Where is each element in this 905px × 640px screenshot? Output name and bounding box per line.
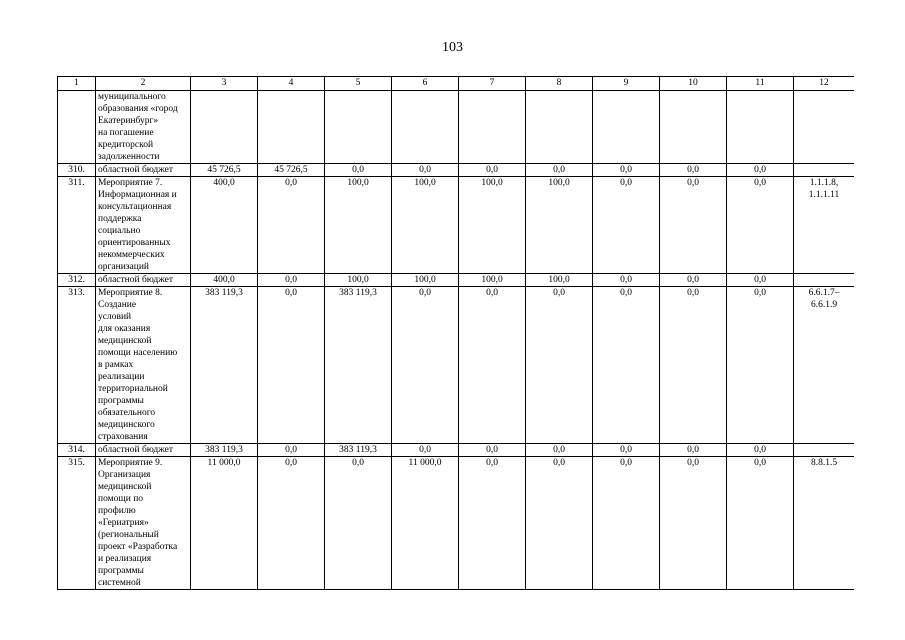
row-value-col-7: 0,0 bbox=[459, 164, 526, 177]
row-value-col-7: 0,0 bbox=[459, 457, 526, 590]
header-col-10: 10 bbox=[660, 77, 727, 91]
table-body bbox=[58, 91, 855, 590]
row-value-col-6: 100,0 bbox=[392, 177, 459, 274]
row-value-col-11: 0,0 bbox=[727, 274, 794, 287]
table-row bbox=[58, 457, 855, 590]
row-value-col-10 bbox=[660, 91, 727, 164]
budget-table bbox=[57, 76, 854, 590]
row-value-col-9: 0,0 bbox=[593, 457, 660, 590]
row-value-col-9: 0,0 bbox=[593, 444, 660, 457]
table-row bbox=[58, 287, 855, 444]
row-value-col-7: 0,0 bbox=[459, 287, 526, 444]
row-value-col-5: 0,0 bbox=[325, 457, 392, 590]
row-name: Мероприятие 8. Создание условий для оказания медицинской помощи населению в рамках реализации территориальной программы обязательного медицинского страхования bbox=[96, 287, 191, 444]
row-value-col-9: 0,0 bbox=[593, 177, 660, 274]
header-col-8: 8 bbox=[526, 77, 593, 91]
row-value-col-7: 100,0 bbox=[459, 177, 526, 274]
row-value-col-5: 383 119,3 bbox=[325, 287, 392, 444]
row-value-col-9: 0,0 bbox=[593, 274, 660, 287]
row-value-col-8 bbox=[526, 91, 593, 164]
row-name: областной бюджет bbox=[96, 444, 191, 457]
row-value-col-8: 0,0 bbox=[526, 164, 593, 177]
row-value-col-8: 100,0 bbox=[526, 177, 593, 274]
row-value-col-11: 0,0 bbox=[727, 457, 794, 590]
row-target-indicators: 6.6.1.7– 6.6.1.9 bbox=[794, 287, 855, 444]
row-value-col-4: 0,0 bbox=[258, 457, 325, 590]
row-target-indicators bbox=[794, 444, 855, 457]
row-value-col-6 bbox=[392, 91, 459, 164]
row-value-col-9 bbox=[593, 91, 660, 164]
row-number: 314. bbox=[58, 444, 96, 457]
header-col-2: 2 bbox=[96, 77, 191, 91]
row-value-col-3: 400,0 bbox=[191, 274, 258, 287]
row-name: Мероприятие 9. Организация медицинской помощи по профилю «Гериатрия» (региональный проект «Разработка и реализация программы системной bbox=[96, 457, 191, 590]
row-value-col-5 bbox=[325, 91, 392, 164]
header-col-12: 12 bbox=[794, 77, 855, 91]
row-value-col-9: 0,0 bbox=[593, 287, 660, 444]
header-col-5: 5 bbox=[325, 77, 392, 91]
row-value-col-7 bbox=[459, 91, 526, 164]
row-value-col-3 bbox=[191, 91, 258, 164]
header-col-6: 6 bbox=[392, 77, 459, 91]
row-name: областной бюджет bbox=[96, 164, 191, 177]
row-value-col-4: 0,0 bbox=[258, 177, 325, 274]
row-value-col-4: 0,0 bbox=[258, 274, 325, 287]
row-value-col-4: 45 726,5 bbox=[258, 164, 325, 177]
row-value-col-4: 0,0 bbox=[258, 444, 325, 457]
row-value-col-6: 100,0 bbox=[392, 274, 459, 287]
row-value-col-3: 11 000,0 bbox=[191, 457, 258, 590]
row-number: 312. bbox=[58, 274, 96, 287]
row-value-col-11: 0,0 bbox=[727, 287, 794, 444]
row-value-col-6: 0,0 bbox=[392, 287, 459, 444]
row-value-col-11 bbox=[727, 91, 794, 164]
budget-table-container bbox=[57, 76, 854, 600]
row-value-col-11: 0,0 bbox=[727, 444, 794, 457]
header-col-4: 4 bbox=[258, 77, 325, 91]
row-value-col-10: 0,0 bbox=[660, 457, 727, 590]
row-number bbox=[58, 91, 96, 164]
row-value-col-10: 0,0 bbox=[660, 274, 727, 287]
row-value-col-6: 11 000,0 bbox=[392, 457, 459, 590]
row-value-col-6: 0,0 bbox=[392, 164, 459, 177]
table-row bbox=[58, 164, 855, 177]
row-value-col-5: 100,0 bbox=[325, 177, 392, 274]
table-row bbox=[58, 444, 855, 457]
table-row bbox=[58, 177, 855, 274]
row-value-col-5: 383 119,3 bbox=[325, 444, 392, 457]
row-value-col-10: 0,0 bbox=[660, 177, 727, 274]
header-col-7: 7 bbox=[459, 77, 526, 91]
page-number: 103 bbox=[442, 40, 463, 55]
row-value-col-6: 0,0 bbox=[392, 444, 459, 457]
row-value-col-8: 0,0 bbox=[526, 444, 593, 457]
row-number: 315. bbox=[58, 457, 96, 590]
row-target-indicators bbox=[794, 91, 855, 164]
row-value-col-11: 0,0 bbox=[727, 177, 794, 274]
table-row bbox=[58, 91, 855, 164]
table-header-row bbox=[58, 77, 855, 91]
row-target-indicators: 8.8.1.5 bbox=[794, 457, 855, 590]
header-col-11: 11 bbox=[727, 77, 794, 91]
row-value-col-10: 0,0 bbox=[660, 444, 727, 457]
header-col-9: 9 bbox=[593, 77, 660, 91]
row-value-col-4: 0,0 bbox=[258, 287, 325, 444]
row-value-col-8: 100,0 bbox=[526, 274, 593, 287]
header-col-3: 3 bbox=[191, 77, 258, 91]
row-value-col-3: 383 119,3 bbox=[191, 444, 258, 457]
row-value-col-3: 400,0 bbox=[191, 177, 258, 274]
row-value-col-4 bbox=[258, 91, 325, 164]
row-target-indicators bbox=[794, 274, 855, 287]
row-value-col-10: 0,0 bbox=[660, 287, 727, 444]
row-number: 313. bbox=[58, 287, 96, 444]
row-value-col-3: 45 726,5 bbox=[191, 164, 258, 177]
row-name: Мероприятие 7. Информационная и консультационная поддержка социально ориентированных некоммерческих организаций bbox=[96, 177, 191, 274]
row-value-col-8: 0,0 bbox=[526, 287, 593, 444]
header-col-1: 1 bbox=[58, 77, 96, 91]
row-number: 310. bbox=[58, 164, 96, 177]
row-value-col-10: 0,0 bbox=[660, 164, 727, 177]
row-target-indicators: 1.1.1.8, 1.1.1.11 bbox=[794, 177, 855, 274]
row-value-col-7: 100,0 bbox=[459, 274, 526, 287]
table-row bbox=[58, 274, 855, 287]
row-value-col-11: 0,0 bbox=[727, 164, 794, 177]
row-value-col-9: 0,0 bbox=[593, 164, 660, 177]
row-name: муниципального образования «город Екатеринбург» на погашение кредиторской задолженности bbox=[96, 91, 191, 164]
row-value-col-3: 383 119,3 bbox=[191, 287, 258, 444]
row-value-col-8: 0,0 bbox=[526, 457, 593, 590]
row-value-col-5: 100,0 bbox=[325, 274, 392, 287]
row-value-col-5: 0,0 bbox=[325, 164, 392, 177]
row-name: областной бюджет bbox=[96, 274, 191, 287]
row-value-col-7: 0,0 bbox=[459, 444, 526, 457]
row-target-indicators bbox=[794, 164, 855, 177]
row-number: 311. bbox=[58, 177, 96, 274]
